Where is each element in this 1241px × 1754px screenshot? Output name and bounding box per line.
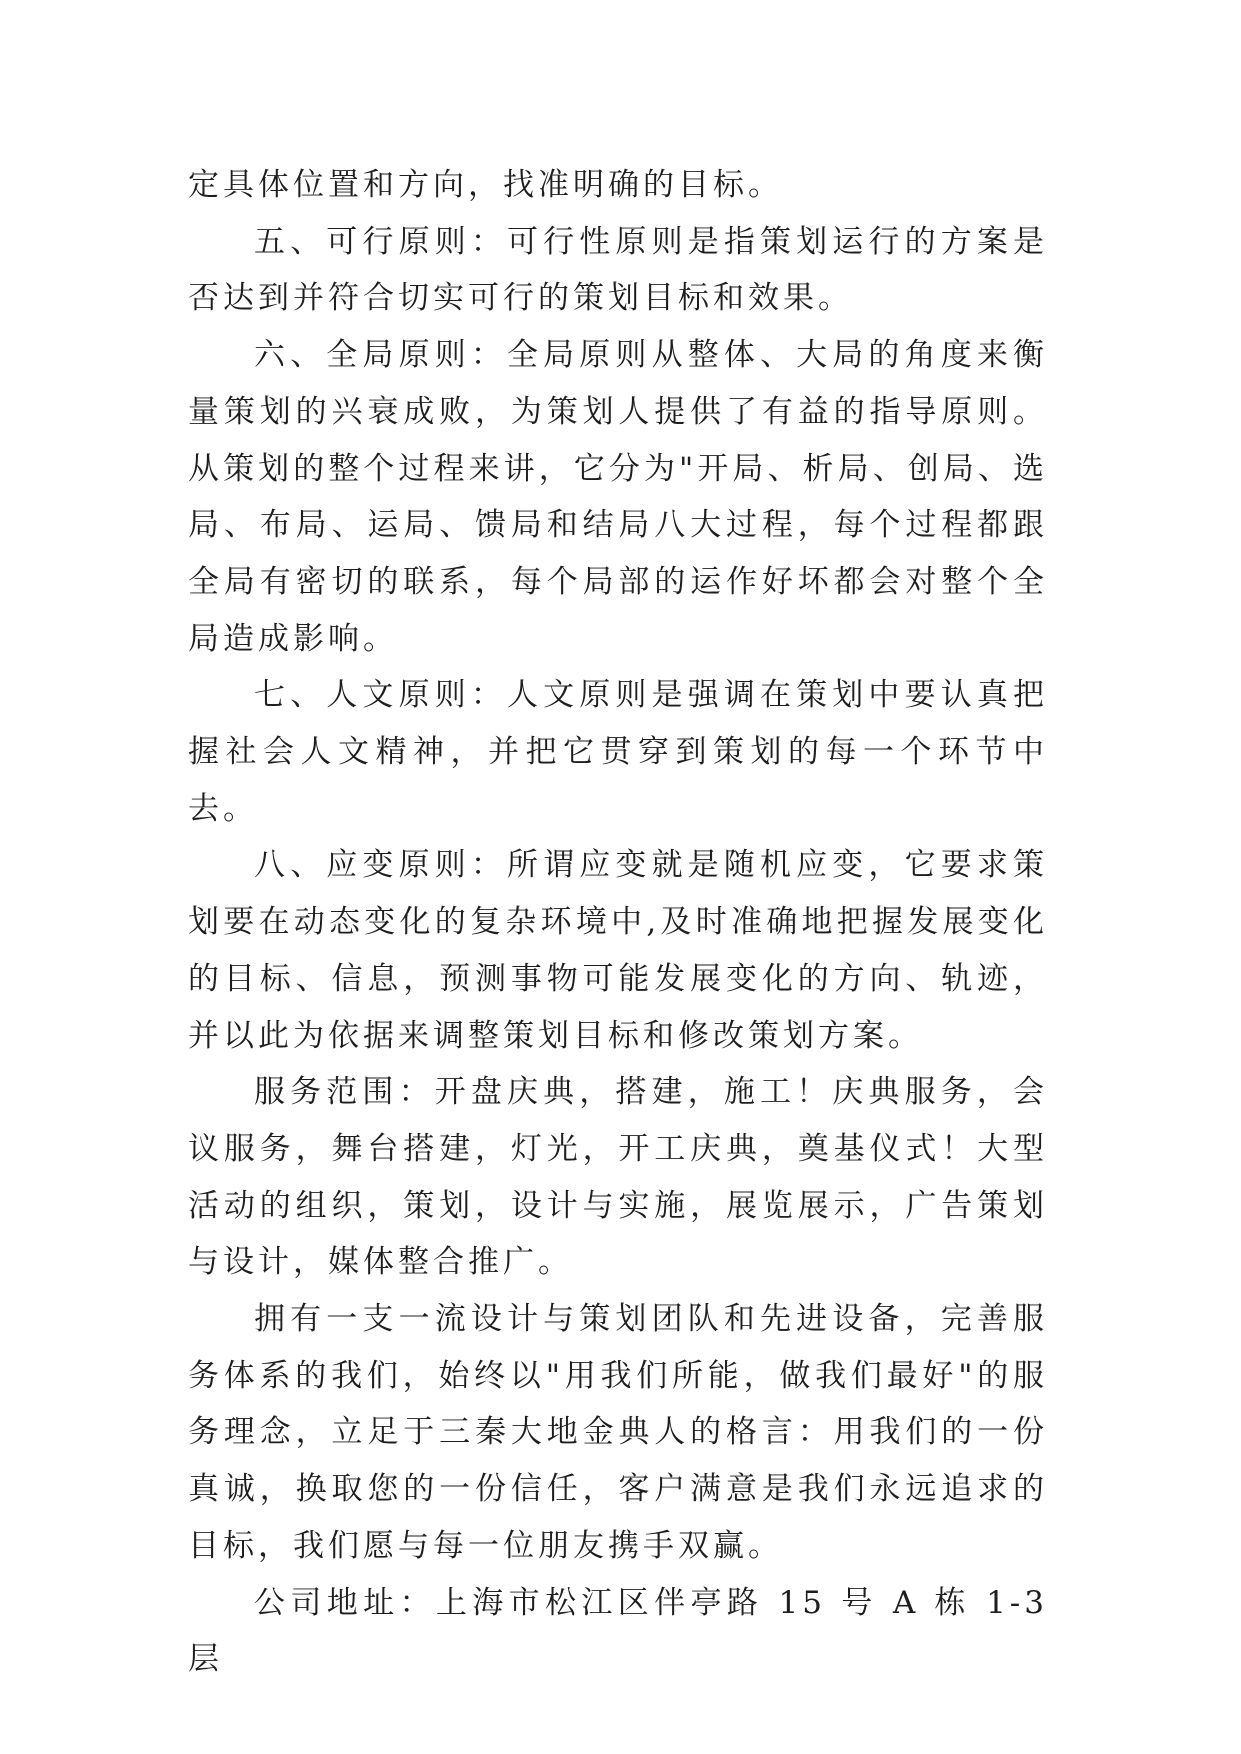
paragraph-feasibility-principle: 五、可行原则：可行性原则是指策划运行的方案是否达到并符合切实可行的策划目标和效果。 — [188, 223, 1048, 317]
paragraph-adaptability-principle: 八、应变原则：所谓应变就是随机应变，它要求策划要在动态变化的复杂环境中,及时准确地把握发展变化的目标、信息，预测事物可能发展变化的方向、轨迹，并以此为依据来调整策划目标和修改策划方案。 — [188, 847, 1048, 1054]
document-body — [188, 157, 1048, 1688]
paragraph-overall-principle: 六、全局原则：全局原则从整体、大局的角度来衡量策划的兴衰成败，为策划人提供了有益的指导原则。从策划的整个过程来讲，它分为"开局、析局、创局、选局、布局、运局、馈局和结局八大过程，每个过程都跟全局有密切的联系，每个局部的运作好坏都会对整个全局造成影响。 — [188, 337, 1048, 657]
paragraph-continuation: 定具体位置和方向，找准明确的目标。 — [188, 167, 783, 203]
paragraph-company-intro: 拥有一支一流设计与策划团队和先进设备，完善服务体系的我们，始终以"用我们所能，做我们最好"的服务理念，立足于三秦大地金典人的格言：用我们的一份真诚，换取您的一份信任，客户满意是我们永远追求的目标，我们愿与每一位朋友携手双赢。 — [188, 1301, 1048, 1564]
paragraph-service-scope: 服务范围：开盘庆典，搭建，施工！庆典服务，会议服务，舞台搭建，灯光，开工庆典，奠基仪式！大型活动的组织，策划，设计与实施，展览展示，广告策划与设计，媒体整合推广。 — [188, 1074, 1048, 1281]
paragraph-company-address: 公司地址：上海市松江区伴亭路 15 号 A 栋 1-3 层 — [188, 1584, 1048, 1678]
paragraph-humanistic-principle: 七、人文原则：人文原则是强调在策划中要认真把握社会人文精神，并把它贯穿到策划的每一个环节中去。 — [188, 677, 1048, 827]
